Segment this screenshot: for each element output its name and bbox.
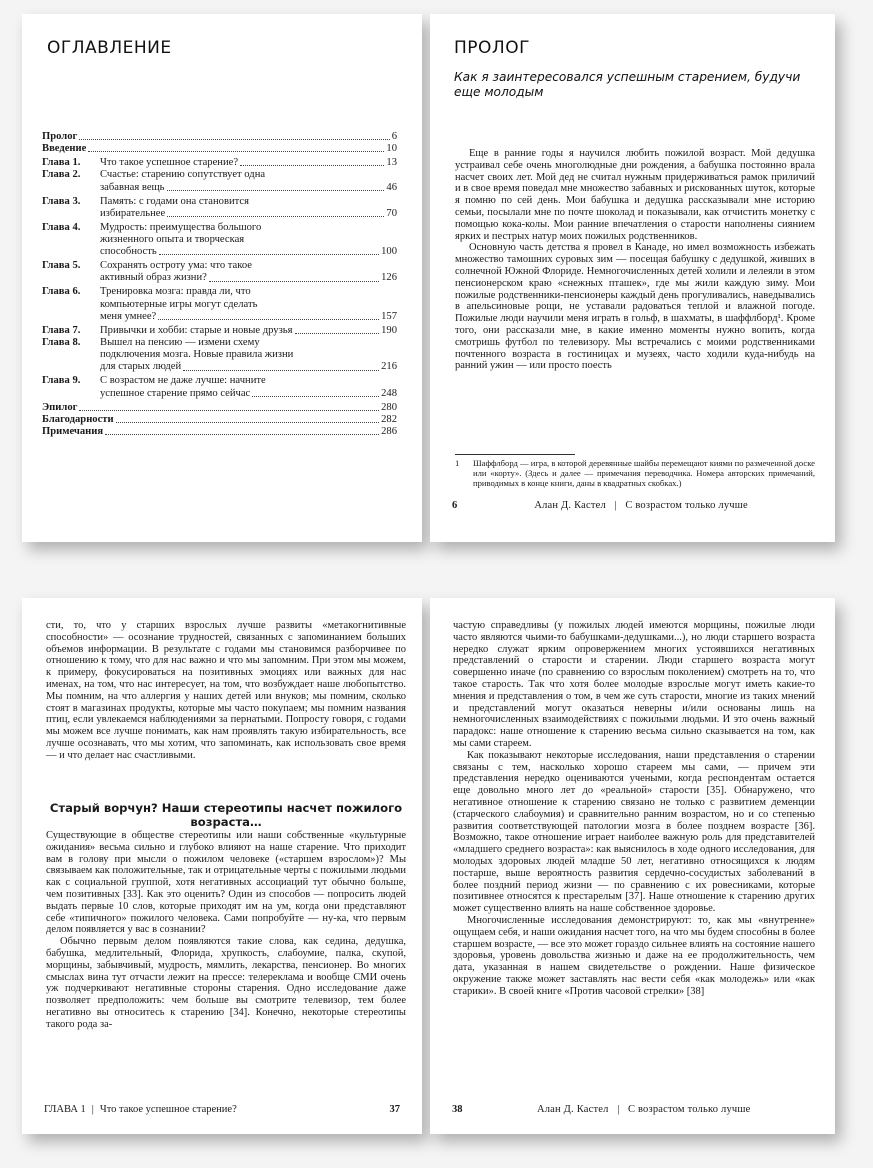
toc-entry-label: Эпилог xyxy=(42,401,78,413)
toc-page-number: 126 xyxy=(381,272,397,284)
toc-entry-body xyxy=(100,375,397,399)
toc-leader-dots xyxy=(252,388,379,397)
toc-entry-label: Введение xyxy=(42,143,87,155)
toc-entry-label: Примечания xyxy=(42,426,104,438)
toc-list xyxy=(42,131,397,438)
toc-entry-title-line: для старых людей xyxy=(100,361,182,373)
toc-leader-dots xyxy=(209,272,379,281)
toc-entry-label: Пролог xyxy=(42,131,78,142)
toc-entry-body xyxy=(100,260,397,284)
toc-page-number: 10 xyxy=(386,143,397,155)
toc-entry-label: Благодарности xyxy=(42,413,114,425)
toc-leader-dots xyxy=(167,208,384,217)
toc-entry-body xyxy=(42,131,397,143)
toc-entry-title-line: жизненного опыта и творческая xyxy=(100,234,245,246)
toc-page-number: 13 xyxy=(386,157,397,169)
toc-entry-title-line: Память: с годами она становится xyxy=(100,195,249,207)
toc-entry-title-line: Мудрость: преимущества большого xyxy=(100,221,262,233)
toc-entry-label: Глава 4. xyxy=(42,221,81,233)
toc-entry-body xyxy=(42,143,397,155)
toc-leader-dots xyxy=(105,426,379,435)
toc-entry xyxy=(42,325,397,337)
toc-heading: ОГЛАВЛЕНИЕ xyxy=(47,38,172,58)
footer-title: Что такое успешное старение? xyxy=(99,1104,237,1115)
prolog-paragraph: Еще в ранние годы я научился любить пожилой возраст. Мой дедушка устраивал себе очень многолюдные дни рождения, а бабушка постоянно врала насчет своих лет. Мой дед не считал нужным придерживаться рамок приличий и в свое время поведал мне множество забавных и рискованных шуток, которые я помню по сей день. Мои бабушка и дедушка рассказывали мне историю семьи, посылали мне по почте шоколад и показывали, как отчистить монетку с помощью кока-колы. Мои ранние впечатления о старости наполнены сиянием ярких и пестрых натур моих пожилых родственников. xyxy=(455,148,815,242)
toc-entry-body xyxy=(100,286,397,323)
page37-paragraph: сти, то, что у старших взрослых лучше развиты «метакогнитивные способности» — осознание трудностей, связанных с запоминанием больших объемов информации. В результате с годами мы становимся разборчивее по отношению к тому, что для нас важно и что мы запомним. При этом мы можем, к примеру, фокусироваться на позитивных эмоциях или важных для нас именах, на том, что нас интересует, на том, что возбуждает наше любопытство. Мы помним, на что аллергия у наших детей или внуков; мы помним, сколько стоят в магазинах продукты, которые мы часто покупаем; мы помним названия птиц, если увлекаемся наблюдениями за пернатыми. Попросту говоря, с годами мы можем все лучше понимать, как нам проявлять такую избирательность, все лучше осознавать, что мы хотим, что запоминать, как использовать свое время — и что делает нас счастливыми. xyxy=(46,620,406,761)
toc-entry xyxy=(42,131,397,143)
toc-leader-dots xyxy=(79,402,379,411)
toc-entry-title-line: Счастье: старению сопутствует одна xyxy=(100,169,266,181)
toc-leader-dots xyxy=(88,143,384,152)
toc-leader-dots xyxy=(79,131,389,140)
toc-entry xyxy=(42,414,397,426)
toc-entry-title-line: С возрастом не даже лучше: начните xyxy=(100,375,266,387)
footnote-number: 1 xyxy=(455,458,460,468)
toc-entry xyxy=(42,143,397,155)
toc-page-number: 216 xyxy=(381,361,397,373)
prolog-heading: ПРОЛОГ xyxy=(454,38,530,58)
footer-separator: | xyxy=(614,500,617,511)
toc-entry-title-line: избирательнее xyxy=(100,207,166,219)
page-footer xyxy=(452,1104,813,1115)
footer-separator: | xyxy=(91,1104,94,1115)
toc-entry-body xyxy=(42,414,397,426)
toc-entry-title-line: компьютерные игры могут сделать xyxy=(100,298,258,310)
toc-entry-title-line: меня умнее? xyxy=(100,310,157,322)
page37-paragraph: Существующие в обществе стереотипы или наши собственные «культурные ожидания» весьма сильно и глубоко влияют на наше старение. Что приходит вам в голову при мысли о пожилом человеке («старшем взрослом»)? Мы связываем как положительные, так и отрицательные черты с пожилыми людьми как с социальной группой, хотя негативных ассоциаций тут обычно больше, чем позитивных [33]. Как это оценить? Один из способов — попросить людей выдать первые 10 слов, которые приходят им на ум, когда они представляют себе «типичного» пожилого человека. Сами попробуйте — ну-ка, что первым делом появляется у вас в сознании? xyxy=(46,830,406,936)
toc-entry-title-line: Вышел на пенсию — измени схему xyxy=(100,337,260,349)
page-37 xyxy=(22,598,422,1134)
footer-separator: | xyxy=(617,1104,620,1115)
toc-entry xyxy=(42,196,397,220)
page37-body-bottom xyxy=(46,830,406,1031)
page38-body xyxy=(453,620,815,998)
toc-leader-dots xyxy=(158,311,379,320)
toc-entry xyxy=(42,222,397,259)
footer-chapter: ГЛАВА 1 xyxy=(44,1104,86,1115)
toc-entry xyxy=(42,375,397,399)
toc-entry-title-line: способность xyxy=(100,246,157,258)
toc-page-number: 248 xyxy=(381,387,397,399)
toc-entry-label: Глава 2. xyxy=(42,169,81,181)
page38-paragraph: частую справедливы (у пожилых людей имеются морщины, пожилые люди часто являются чьими-то бабушками-дедушками...), но люди старшего возраста нередко служат ярким опровержением многих устоявшихся негативных представлений о старости и старении. Люди старшего возраста могут совершенно иначе (по сравнению со взрослым поколением) смотреть на то, что такое старость. Так что хотя более молодые взрослые могут иметь какие-то мнения и представления о том, в чем же суть старости, многие из таких мнений и представлений могут оказаться неверны и/или основаны лишь на немногочисленных взаимодействиях с пожилыми людьми. И это очень важный парадокс: наше отношение к старению весьма сильно сказывается на том, как мы сами стареем. xyxy=(453,620,815,749)
toc-page-number: 286 xyxy=(381,426,397,438)
toc-leader-dots xyxy=(240,157,384,166)
toc-entry-title-line: забавная вещь xyxy=(100,181,165,193)
toc-entry-body xyxy=(42,426,397,438)
toc-entry-title-line: подключения мозга. Новые правила жизни xyxy=(100,349,294,361)
toc-entry-body xyxy=(42,402,397,414)
footnote-rule xyxy=(455,454,575,455)
toc-leader-dots xyxy=(295,325,380,334)
toc-page-number: 190 xyxy=(381,324,397,336)
toc-page-number: 46 xyxy=(386,181,397,193)
toc-leader-dots xyxy=(159,246,379,255)
page38-paragraph: Как показывают некоторые исследования, наши представления о старении связаны с тем, насколько хорошо стареем мы сами, — причем эти представления нередко оцениваются учеными, когда респондентам остается еще довольно много лет до «реальной» старости [35]. Обнаружено, что негативное отношение к старению связано не только с развитием деменции (старческого слабоумия) и сравнительно ранним возрастом, но и со степенью развития соответствующей патологии мозга в более позднем возрасте [36]. Возможно, такое отношение играет наиболее важную роль для представителей «младшего среднего возраста»: как выяснилось в ходе одного исследования, для молодых здоровых людей младше 50 лет, негативно относящихся к людям постарше, выше вероятность развития сердечно-сосудистых заболеваний в более поздний период жизни — по сравнению с их ровесниками, которые позитивнее относятся к престарелым [37]. Наше отношение к старению других может существенно влиять на наше собственное здоровье. xyxy=(453,749,815,915)
toc-entry xyxy=(42,286,397,323)
toc-entry-body xyxy=(100,222,397,259)
toc-leader-dots xyxy=(167,182,385,191)
toc-entry xyxy=(42,169,397,193)
toc-entry-label: Глава 8. xyxy=(42,337,81,349)
toc-entry-body xyxy=(100,325,397,337)
prolog-paragraph: Основную часть детства я провел в Канаде, но имел возможность избежать множество тамошних суровых зим — посещая бабушку с дедушкой, живших в солнечной Южной Флориде. Немногочисленных детей холили и лелеяли в этом пенсионерском краю «снежных пташек», где мы жили каждую зиму. Мои пожилые родственники-пенсионеры каждый день прогуливались, наведывались в апельсиновые рощи, не уставали радоваться теплой и влажной погоде. Пожилые люди научили меня играть в гольф, в шахматы, в шаффлборд¹. Кроме того, они рассказали мне, в какие именно моменты нужно вопить, когда смотришь футбол по телевизору. Мы встречались с моими родственниками почтенного возраста в гостиницах и музеях, часто ходили куда-нибудь на ранний ужин — или просто поесть xyxy=(455,242,815,372)
toc-entry-body xyxy=(100,196,397,220)
prolog-body xyxy=(455,148,815,372)
page37-body-top xyxy=(46,620,406,762)
toc-entry xyxy=(42,402,397,414)
toc-leader-dots xyxy=(116,414,380,423)
footnote xyxy=(455,458,815,489)
toc-entry xyxy=(42,426,397,438)
toc-entry xyxy=(42,260,397,284)
toc-entry-title-line: Сохранять остроту ума: что такое xyxy=(100,260,253,272)
page38-paragraph: Многочисленные исследования демонстрируют: то, как мы «внутренне» ощущаем себя, и наши ожидания насчет того, на что мы будем способны в более старшем возрасте, — все это может гораздо сильнее влиять на состояние нашего здоровья, уровень довольства жизнью и даже на ее продолжительность, чем дата, указанная в нашем свидетельстве о рождении. Наше физическое окружение также может заставлять нас вести себя «как молодежь» или «как старики». В своей книге «Против часовой стрелки» [38] xyxy=(453,914,815,997)
section-heading: Старый ворчун? Наши стереотипы насчет пожилого возраста… xyxy=(49,801,403,829)
toc-entry-label: Глава 5. xyxy=(42,260,81,272)
running-author: Алан Д. Кастел xyxy=(534,500,606,511)
toc-entry-label: Глава 7. xyxy=(42,324,81,336)
toc-entry-label: Глава 1. xyxy=(42,157,81,169)
running-head xyxy=(475,1104,814,1115)
toc-entry-body xyxy=(100,337,397,374)
running-title: С возрастом только лучше xyxy=(625,500,748,511)
page-footer xyxy=(44,1104,400,1115)
page-number: 38 xyxy=(452,1104,463,1115)
toc-entry-label: Глава 9. xyxy=(42,375,81,387)
toc-page-number: 70 xyxy=(386,207,397,219)
running-head xyxy=(469,500,813,511)
running-author: Алан Д. Кастел xyxy=(536,1104,609,1115)
toc-page-number: 100 xyxy=(381,246,397,258)
toc-page-number: 280 xyxy=(381,401,397,413)
page-number: 6 xyxy=(452,500,458,511)
toc-entry xyxy=(42,157,397,169)
toc-entry-title-line: активный образ жизни? xyxy=(100,272,207,284)
toc-entry-title-line: Привычки и хобби: старые и новые друзья xyxy=(100,324,293,336)
toc-entry-body xyxy=(100,157,397,169)
page-number: 37 xyxy=(389,1104,400,1115)
prolog-subtitle: Как я заинтересовался успешным старением, будучи еще молодым xyxy=(454,70,801,99)
toc-entry-label: Глава 3. xyxy=(42,195,81,207)
toc-entry-body xyxy=(100,169,397,193)
toc-page-number: 6 xyxy=(391,131,397,142)
toc-page-number: 282 xyxy=(381,413,397,425)
toc-entry-title-line: Что такое успешное старение? xyxy=(100,157,239,169)
prolog-page xyxy=(430,14,835,542)
page-38 xyxy=(430,598,835,1134)
toc-entry-label: Глава 6. xyxy=(42,286,81,298)
toc-entry-title-line: Тренировка мозга: правда ли, что xyxy=(100,286,251,298)
toc-entry xyxy=(42,337,397,374)
toc-page xyxy=(22,14,422,542)
toc-page-number: 157 xyxy=(381,310,397,322)
running-title: С возрастом только лучше xyxy=(627,1104,751,1115)
toc-leader-dots xyxy=(183,361,379,370)
page37-paragraph: Обычно первым делом появляются такие слова, как седина, дедушка, бабушка, медлительный, Флорида, хрупкость, слабоумие, палка, скупой, морщины, забывчивый, мудрость, мямлить, лекарства, пенсионер. Во многих смыслах вина тут отчасти лежит на прессе: телереклама и вообще СМИ очень уж подчеркивают негативные стороны старения. Одно исследование даже позволяет предположить: чем больше вы смотрите телевизор, тем более негативно вы относитесь к старению [34]. Конечно, некоторые стереотипы такого рода за- xyxy=(46,936,406,1030)
footnote-text: Шаффлборд — игра, в которой деревянные шайбы перемещают киями по размеченной доске или «корту». (Здесь и далее — примечания переводчика. Номера авторских примечаний, приводимых в конце книги, даны в квадратных скобках.) xyxy=(473,458,815,489)
page-footer xyxy=(452,500,813,511)
toc-entry-title-line: успешное старение прямо сейчас xyxy=(100,387,251,399)
